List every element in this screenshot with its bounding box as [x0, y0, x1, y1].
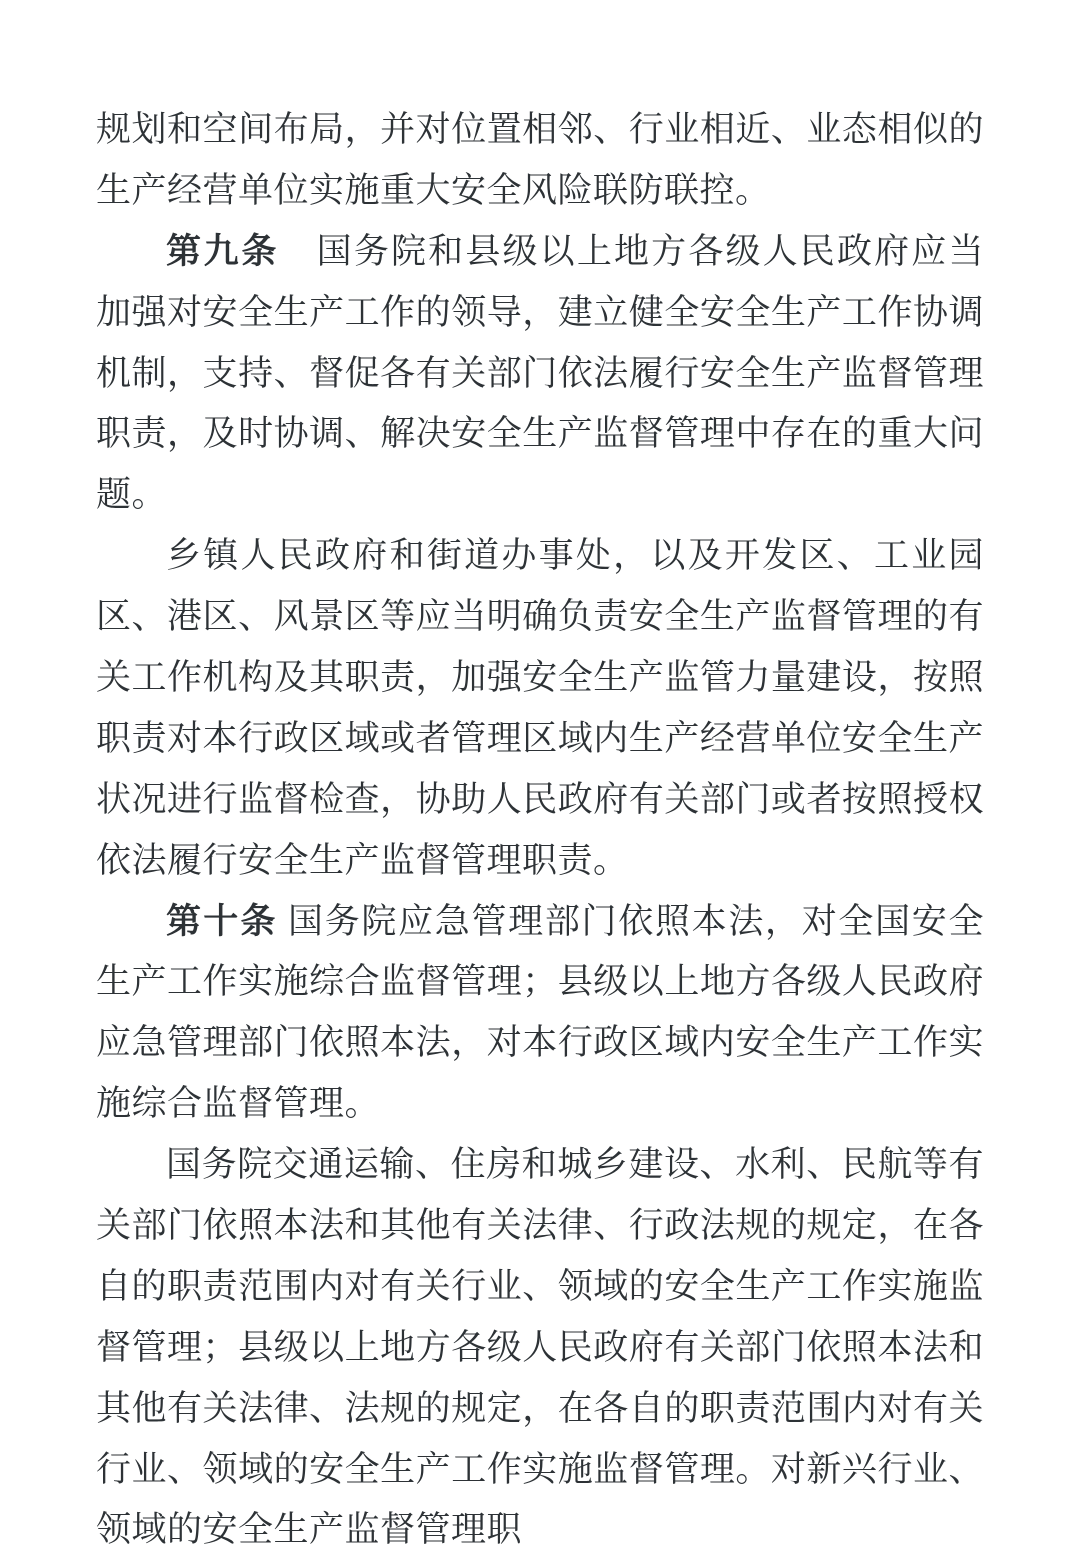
paragraph-text: 国务院和县级以上地方各级人民政府应当加强对安全生产工作的领导，建立健全安全生产工作协调机制，支持、督促各有关部门依法履行安全生产监督管理职责，及时协调、解决安全生产监督管理中存在的重大问题。 — [96, 231, 984, 515]
article-label-10: 第十条 — [166, 901, 278, 941]
paragraph-text: 国务院应急管理部门依照本法，对全国安全生产工作实施综合监督管理；县级以上地方各级人民政府应急管理部门依照本法，对本行政区域内安全生产工作实施综合监督管理。 — [96, 901, 984, 1124]
paragraph-article-9-sub — [96, 526, 984, 891]
paragraph-article-10-sub — [96, 1135, 984, 1561]
article-label-9: 第九条 — [166, 231, 279, 271]
document-body — [96, 100, 984, 1561]
paragraph-text: 国务院交通运输、住房和城乡建设、水利、民航等有关部门依照本法和其他有关法律、行政法规的规定，在各自的职责范围内对有关行业、领域的安全生产工作实施监督管理；县级以上地方各级人民政府有关部门依照本法和其他有关法律、法规的规定，在各自的职责范围内对有关行业、领域的安全生产工作实施监督管理。对新兴行业、领域的安全生产监督管理职 — [96, 1145, 984, 1550]
paragraph-continuation — [96, 100, 984, 222]
paragraph-text: 规划和空间布局，并对位置相邻、行业相近、业态相似的生产经营单位实施重大安全风险联防联控。 — [96, 110, 984, 210]
paragraph-text: 乡镇人民政府和街道办事处，以及开发区、工业园区、港区、风景区等应当明确负责安全生产监督管理的有关工作机构及其职责，加强安全生产监管力量建设，按照职责对本行政区域或者管理区域内生产经营单位安全生产状况进行监督检查，协助人民政府有关部门或者按照授权依法履行安全生产监督管理职责。 — [96, 536, 984, 880]
paragraph-article-10 — [96, 892, 984, 1136]
paragraph-article-9 — [96, 222, 984, 526]
